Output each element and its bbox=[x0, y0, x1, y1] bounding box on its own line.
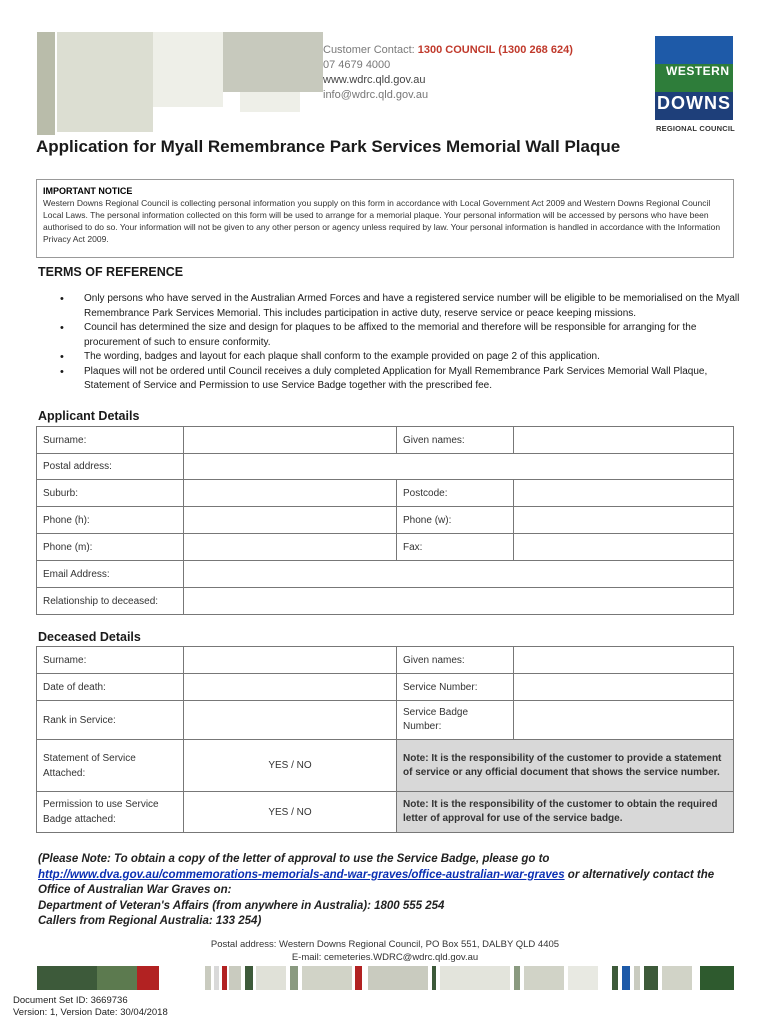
phone-m-field[interactable] bbox=[184, 534, 397, 561]
contact-phone: 1300 COUNCIL (1300 268 624) bbox=[417, 44, 573, 56]
date-of-death-label: Date of death: bbox=[37, 674, 184, 701]
suburb-label: Suburb: bbox=[37, 480, 184, 507]
postcode-label: Postcode: bbox=[397, 480, 514, 507]
relationship-label: Relationship to deceased: bbox=[37, 588, 184, 615]
notice-body: Western Downs Regional Council is collecting personal information you supply on this form in accordance with Local Government Act 2009 and Western Downs Regional Council Local Laws. The personal information collected on this form will be used to arrange for a memorial plaque. Your personal information will be accessed by persons who have been authorised to do so. Your information will not be given to any other person or agency unless required by law. Your personal information is handled in accordance with the Information Privacy Act 2009. bbox=[43, 198, 721, 244]
phone-w-label: Phone (w): bbox=[397, 507, 514, 534]
rank-label: Rank in Service: bbox=[37, 701, 184, 740]
applicant-table bbox=[36, 426, 734, 615]
phone-number: 07 4679 4000 bbox=[323, 59, 391, 71]
please-note bbox=[38, 852, 738, 930]
footer-decor-block bbox=[37, 966, 97, 990]
phone-m-label: Phone (m): bbox=[37, 534, 184, 561]
service-number-field[interactable] bbox=[514, 674, 734, 701]
footer-decor-block bbox=[700, 966, 734, 990]
permission-yes-no[interactable]: YES / NO bbox=[184, 792, 397, 833]
badge-number-field[interactable] bbox=[514, 701, 734, 740]
footer-decor-block bbox=[214, 966, 219, 990]
statement-label: Statement of Service Attached: bbox=[37, 740, 184, 792]
contact-block bbox=[323, 43, 573, 103]
footer-decor-block bbox=[612, 966, 618, 990]
header-decor-block bbox=[153, 32, 223, 107]
permission-label: Permission to use Service Badge attached: bbox=[37, 792, 184, 833]
deceased-table bbox=[36, 646, 734, 833]
footer-decor-block bbox=[229, 966, 241, 990]
footer-decor-block bbox=[524, 966, 564, 990]
badge-number-label: Service Badge Number: bbox=[397, 701, 514, 740]
terms-item: • Council has determined the size and design for plaques to be affixed to the memorial and therefore will be responsible for arranging for the procurement of such to ensure conformity. bbox=[60, 321, 740, 350]
deceased-surname-label: Surname: bbox=[37, 647, 184, 674]
document-id bbox=[13, 995, 168, 1019]
footer-decor-block bbox=[432, 966, 436, 990]
terms-heading: TERMS OF REFERENCE bbox=[38, 265, 184, 279]
rank-field[interactable] bbox=[184, 701, 397, 740]
deceased-given-names-label: Given names: bbox=[397, 647, 514, 674]
applicant-heading: Applicant Details bbox=[38, 409, 140, 423]
terms-item: • Plaques will not be ordered until Council receives a duly completed Application for Myall Remembrance Park Services Memorial Wall Plaque, Statement of Service and Permission to use Service Badge together with the prescribed fee. bbox=[60, 365, 740, 394]
dva-link[interactable]: http://www.dva.gov.au/commemorations-memorials-and-war-graves/office-australian-war-graves bbox=[38, 868, 565, 881]
email-link[interactable]: info@wdrc.qld.gov.au bbox=[323, 89, 429, 101]
fax-field[interactable] bbox=[514, 534, 734, 561]
surname-field[interactable] bbox=[184, 427, 397, 454]
footer-decor-block bbox=[514, 966, 520, 990]
phone-h-label: Phone (h): bbox=[37, 507, 184, 534]
footer-decor-block bbox=[644, 966, 658, 990]
statement-note: Note: It is the responsibility of the customer to provide a statement of service or any official document that shows the service number. bbox=[397, 740, 734, 792]
given-names-label: Given names: bbox=[397, 427, 514, 454]
footer-decor-block bbox=[256, 966, 286, 990]
footer-decor-block bbox=[662, 966, 692, 990]
contact-prefix: Customer Contact: bbox=[323, 44, 418, 56]
footer-decor-block bbox=[622, 966, 630, 990]
relationship-field[interactable] bbox=[184, 588, 734, 615]
footer-decor-block bbox=[440, 966, 510, 990]
postal-address-field[interactable] bbox=[184, 454, 734, 480]
terms-list bbox=[60, 292, 740, 394]
footer-decor-block bbox=[368, 966, 428, 990]
regional-phone: Callers from Regional Australia: 133 254) bbox=[38, 915, 262, 927]
footer-decor-block bbox=[137, 966, 159, 990]
footer-postal bbox=[0, 938, 770, 964]
footer-decor-block bbox=[290, 966, 298, 990]
date-of-death-field[interactable] bbox=[184, 674, 397, 701]
dva-phone: Department of Veteran's Affairs (from anywhere in Australia): 1800 555 254 bbox=[38, 899, 445, 912]
page-title: Application for Myall Remembrance Park Services Memorial Wall Plaque bbox=[36, 137, 621, 156]
footer-decor-block bbox=[245, 966, 253, 990]
email-address-field[interactable] bbox=[184, 561, 734, 588]
footer-decor-block bbox=[302, 966, 352, 990]
please-note-after-link: or alternatively contact the Office of Australian War Graves on: bbox=[38, 868, 715, 896]
footer-decor-block bbox=[634, 966, 640, 990]
footer-email: E-mail: cemeteries.WDRC@wdrc.qld.gov.au bbox=[291, 952, 479, 963]
doc-set-id: Document Set ID: 3669736 bbox=[13, 995, 128, 1006]
please-note-line1: (Please Note: To obtain a copy of the letter of approval to use the Service Badge, please go to bbox=[38, 853, 550, 865]
footer-decor-block bbox=[97, 966, 137, 990]
suburb-field[interactable] bbox=[184, 480, 397, 507]
header-decor-block bbox=[37, 32, 55, 135]
doc-version: Version: 1, Version Date: 30/04/2018 bbox=[13, 1007, 168, 1018]
notice-heading: IMPORTANT NOTICE bbox=[43, 186, 133, 196]
given-names-field[interactable] bbox=[514, 427, 734, 454]
logo-western: WESTERN bbox=[666, 64, 730, 78]
postal-address-label: Postal address: bbox=[37, 454, 184, 480]
statement-yes-no[interactable]: YES / NO bbox=[184, 740, 397, 792]
footer-decor-block bbox=[568, 966, 598, 990]
logo-blue-block bbox=[655, 36, 733, 64]
logo-downs: DOWNS bbox=[657, 93, 731, 113]
phone-w-field[interactable] bbox=[514, 507, 734, 534]
postcode-field[interactable] bbox=[514, 480, 734, 507]
deceased-given-names-field[interactable] bbox=[514, 647, 734, 674]
service-number-label: Service Number: bbox=[397, 674, 514, 701]
footer-decor-block bbox=[222, 966, 227, 990]
terms-item: • Only persons who have served in the Australian Armed Forces and have a registered service number will be eligible to be memorialised on the Myall Remembrance Park Services Memorial. This includes participation in active duty, reserve service or peace keeping missions. bbox=[60, 292, 740, 321]
footer-decor-block bbox=[355, 966, 362, 990]
footer-decor-block bbox=[205, 966, 211, 990]
important-notice bbox=[36, 179, 734, 258]
header-decor-block bbox=[223, 32, 323, 92]
fax-label: Fax: bbox=[397, 534, 514, 561]
terms-item: • The wording, badges and layout for each plaque shall conform to the example provided on page 2 of this application. bbox=[60, 350, 740, 365]
website-link[interactable]: www.wdrc.qld.gov.au bbox=[323, 74, 426, 86]
header-decor-block bbox=[57, 32, 153, 132]
phone-h-field[interactable] bbox=[184, 507, 397, 534]
postal-address: Postal address: Western Downs Regional Council, PO Box 551, DALBY QLD 4405 bbox=[210, 939, 560, 950]
surname-label: Surname: bbox=[37, 427, 184, 454]
logo-regional-council: REGIONAL COUNCIL bbox=[656, 124, 735, 133]
permission-note: Note: It is the responsibility of the customer to obtain the required letter of approval for use of the service badge. bbox=[397, 792, 734, 833]
deceased-heading: Deceased Details bbox=[38, 630, 141, 644]
header-decor-block bbox=[240, 92, 300, 112]
deceased-surname-field[interactable] bbox=[184, 647, 397, 674]
email-address-label: Email Address: bbox=[37, 561, 184, 588]
